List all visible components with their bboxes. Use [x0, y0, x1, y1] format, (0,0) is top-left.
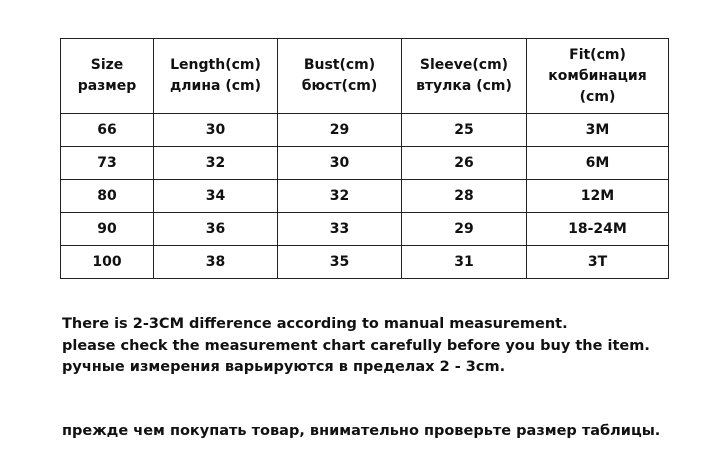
cell-size: 90: [61, 213, 154, 246]
header-size-ru: размер: [77, 78, 137, 94]
cell-bust: 30: [278, 147, 402, 180]
header-sleeve: [402, 39, 527, 114]
cell-sleeve: 28: [402, 180, 527, 213]
header-length-ru: длина (cm): [169, 78, 262, 94]
header-fit-en: Fit(cm): [569, 46, 626, 63]
cell-sleeve: 29: [402, 213, 527, 246]
table-row: [61, 114, 669, 147]
cell-size: 66: [61, 114, 154, 147]
cell-fit: 18-24M: [527, 213, 669, 246]
cell-size: 73: [61, 147, 154, 180]
note-check-chart-ru: прежде чем покупать товар, внимательно проверьте размер таблицы.: [62, 422, 661, 439]
note-check-chart: please check the measurement chart carefully before you buy the item.: [62, 337, 650, 354]
cell-length: 32: [154, 147, 278, 180]
cell-fit: 12M: [527, 180, 669, 213]
cell-sleeve: 31: [402, 246, 527, 279]
size-chart-table: [60, 38, 669, 279]
cell-bust: 35: [278, 246, 402, 279]
table-header-row: [61, 39, 669, 114]
header-fit-ru: комбинация: [548, 67, 647, 84]
measurement-notes: [62, 314, 702, 442]
cell-size: 100: [61, 246, 154, 279]
cell-fit: 6M: [527, 147, 669, 180]
note-difference: There is 2-3CM difference according to manual measurement.: [62, 316, 568, 332]
cell-fit: 3M: [527, 114, 669, 147]
cell-length: 34: [154, 180, 278, 213]
cell-sleeve: 25: [402, 114, 527, 147]
cell-size: 80: [61, 180, 154, 213]
cell-bust: 32: [278, 180, 402, 213]
notes-spacer: [62, 379, 702, 421]
cell-length: 36: [154, 213, 278, 246]
header-sleeve-en: Sleeve(cm): [419, 57, 509, 73]
header-fit-unit: (cm): [579, 88, 616, 105]
cell-sleeve: 26: [402, 147, 527, 180]
header-length: [154, 39, 278, 114]
cell-bust: 29: [278, 114, 402, 147]
table-row: [61, 246, 669, 279]
table-row: [61, 213, 669, 246]
header-size: [61, 39, 154, 114]
header-sleeve-ru: втулка (cm): [416, 78, 512, 94]
note-difference-ru: ручные измерения варьируются в пределах 2 - 3cm.: [62, 359, 506, 375]
header-fit: [527, 39, 669, 114]
table-row: [61, 180, 669, 213]
header-bust-ru: бюст(cm): [301, 78, 378, 94]
header-bust-en: Bust(cm): [303, 57, 376, 73]
header-bust: [278, 39, 402, 114]
header-length-en: Length(cm): [170, 57, 261, 73]
cell-fit: 3T: [527, 246, 669, 279]
header-size-en: Size: [90, 57, 124, 73]
cell-length: 38: [154, 246, 278, 279]
cell-length: 30: [154, 114, 278, 147]
table-row: [61, 147, 669, 180]
cell-bust: 33: [278, 213, 402, 246]
